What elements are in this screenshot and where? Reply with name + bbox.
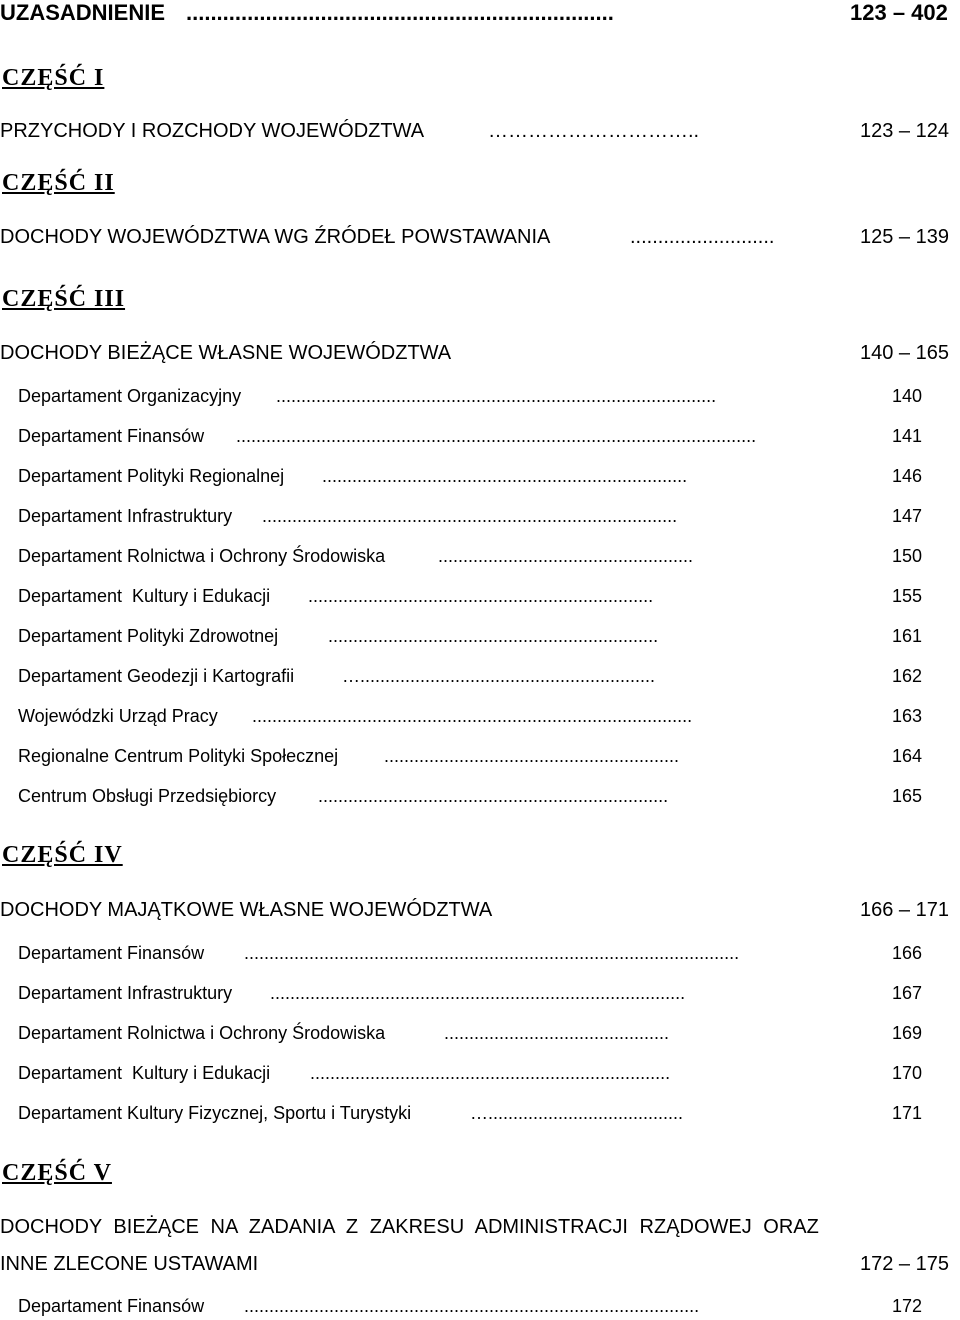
toc-entry-label: Centrum Obsługi Przedsiębiorcy	[18, 786, 277, 806]
toc-entry-leader: ........................................................................................	[252, 706, 693, 726]
toc-entry[interactable]	[0, 1063, 960, 1087]
part-1-title-row[interactable]	[0, 120, 960, 146]
toc-entry-leader: ......................................................................	[318, 786, 669, 806]
toc-entry-leader: ...................................................	[438, 546, 694, 566]
toc-entry[interactable]	[0, 786, 960, 810]
toc-entry[interactable]	[0, 983, 960, 1007]
toc-entry-page: 166	[892, 943, 923, 963]
toc-entry-label: Departament Kultury Fizycznej, Sportu i Turystyki	[18, 1103, 412, 1123]
toc-entry-page: 162	[892, 666, 923, 686]
toc-entry-label: Departament Kultury i Edukacji	[18, 1063, 271, 1083]
toc-uzasadnienie[interactable]	[0, 0, 960, 28]
toc-entry-label: Departament Finansów	[18, 426, 205, 446]
part-3-heading: CZĘŚĆ III	[2, 286, 126, 312]
toc-entry[interactable]	[0, 626, 960, 650]
part-1-leader: …………………………..	[488, 120, 700, 142]
toc-entry-page: 147	[892, 506, 923, 526]
part-1-pages: 123 – 124	[860, 120, 949, 142]
part-3-title-row[interactable]	[0, 342, 960, 368]
toc-entry-label: Departament Polityki Zdrowotnej	[18, 626, 279, 646]
toc-entry[interactable]	[0, 546, 960, 570]
toc-entry-label: Departament Finansów	[18, 943, 205, 963]
toc-entry[interactable]	[0, 706, 960, 730]
toc-entry-leader: ...................................................................................................	[244, 943, 740, 963]
part-5-pages: 172 – 175	[860, 1253, 949, 1275]
part-2-pages: 125 – 139	[860, 226, 949, 248]
toc-entry-leader: ..................................................................	[328, 626, 659, 646]
toc-entry-page: 146	[892, 466, 923, 486]
toc-entry-page: 141	[892, 426, 923, 446]
toc-entry-leader: .............................................	[444, 1023, 670, 1043]
part-5-title-continued: INNE ZLECONE USTAWAMI	[0, 1253, 259, 1275]
part-4-heading: CZĘŚĆ IV	[2, 842, 123, 868]
part-4-pages: 166 – 171	[860, 899, 949, 921]
toc-entry[interactable]	[0, 466, 960, 490]
toc-entry[interactable]	[0, 426, 960, 450]
toc-entry-leader: ........................................................................	[310, 1063, 671, 1083]
toc-uzasadnienie-pages: 123 – 402	[850, 0, 948, 25]
part-2-title: DOCHODY WOJEWÓDZTWA WG ŹRÓDEŁ POWSTAWANIA	[0, 226, 551, 248]
toc-entry-page: 140	[892, 386, 923, 406]
part-1-heading: CZĘŚĆ I	[2, 65, 105, 91]
part-4-title-row[interactable]	[0, 899, 960, 925]
part-3-title: DOCHODY BIEŻĄCE WŁASNE WOJEWÓDZTWA	[0, 342, 452, 364]
toc-entry[interactable]	[0, 746, 960, 770]
toc-entry-page: 169	[892, 1023, 923, 1043]
part-4-title: DOCHODY MAJĄTKOWE WŁASNE WOJEWÓDZTWA	[0, 899, 493, 921]
toc-entry-label: Departament Infrastruktury	[18, 506, 233, 526]
toc-entry-page: 164	[892, 746, 923, 766]
toc-entry-page: 155	[892, 586, 923, 606]
toc-entry-leader: ........................................................................................	[276, 386, 717, 406]
toc-entry-page: 171	[892, 1103, 923, 1123]
toc-entry-leader: ….......................................	[470, 1103, 684, 1123]
toc-entry-label: Departament Geodezji i Kartografii	[18, 666, 295, 686]
toc-entry-leader: ........................................................................................................	[236, 426, 757, 446]
toc-entry[interactable]	[0, 1103, 960, 1127]
part-2-heading: CZĘŚĆ II	[2, 170, 115, 196]
toc-entry-leader: .....................................................................	[308, 586, 654, 606]
toc-entry-page: 167	[892, 983, 923, 1003]
part-5-title-row-1[interactable]	[0, 1216, 960, 1242]
toc-entry-leader: ...........................................................	[384, 746, 680, 766]
part-3-pages: 140 – 165	[860, 342, 949, 364]
toc-entry-label: Regionalne Centrum Polityki Społecznej	[18, 746, 339, 766]
toc-entry-label: Departament Rolnictwa i Ochrony Środowiska	[18, 1023, 386, 1043]
toc-entry-leader: ...................................................................................	[270, 983, 686, 1003]
toc-entry-leader: ...................................................................................	[262, 506, 678, 526]
toc-entry[interactable]	[0, 666, 960, 690]
toc-entry-leader: ...........................................................................................	[244, 1296, 700, 1316]
part-1-title: PRZYCHODY I ROZCHODY WOJEWÓDZTWA	[0, 120, 425, 142]
toc-entry[interactable]	[0, 1023, 960, 1047]
toc-entry-page: 161	[892, 626, 923, 646]
toc-entry-page: 163	[892, 706, 923, 726]
toc-entry-label: Departament Finansów	[18, 1296, 205, 1316]
toc-entry[interactable]	[0, 943, 960, 967]
toc-entry[interactable]	[0, 506, 960, 530]
toc-entry-label: Departament Organizacyjny	[18, 386, 242, 406]
toc-entry-label: Departament Rolnictwa i Ochrony Środowiska	[18, 546, 386, 566]
toc-uzasadnienie-leader: ......................................................................	[186, 0, 614, 25]
toc-uzasadnienie-title: UZASADNIENIE	[0, 0, 166, 25]
toc-entry-label: Departament Infrastruktury	[18, 983, 233, 1003]
toc-entry-label: Wojewódzki Urząd Pracy	[18, 706, 218, 726]
toc-entry-label: Departament Kultury i Edukacji	[18, 586, 271, 606]
part-5-title-row-2[interactable]	[0, 1253, 960, 1279]
part-5-heading: CZĘŚĆ V	[2, 1160, 112, 1186]
toc-entry-page: 170	[892, 1063, 923, 1083]
toc-entry-label: Departament Polityki Regionalnej	[18, 466, 285, 486]
toc-entry-leader: .........................................................................	[322, 466, 688, 486]
toc-entry[interactable]	[0, 1296, 960, 1320]
toc-entry-leader: …...........................................................	[342, 666, 656, 686]
toc-entry-page: 150	[892, 546, 923, 566]
toc-entry[interactable]	[0, 386, 960, 410]
part-2-leader: ..........................	[630, 226, 775, 248]
toc-entry-page: 172	[892, 1296, 923, 1316]
toc-entry[interactable]	[0, 586, 960, 610]
toc-entry-page: 165	[892, 786, 923, 806]
part-5-title: DOCHODY BIEŻĄCE NA ZADANIA Z ZAKRESU ADMINISTRACJI RZĄDOWEJ ORAZ	[0, 1216, 819, 1238]
part-2-title-row[interactable]	[0, 226, 960, 252]
